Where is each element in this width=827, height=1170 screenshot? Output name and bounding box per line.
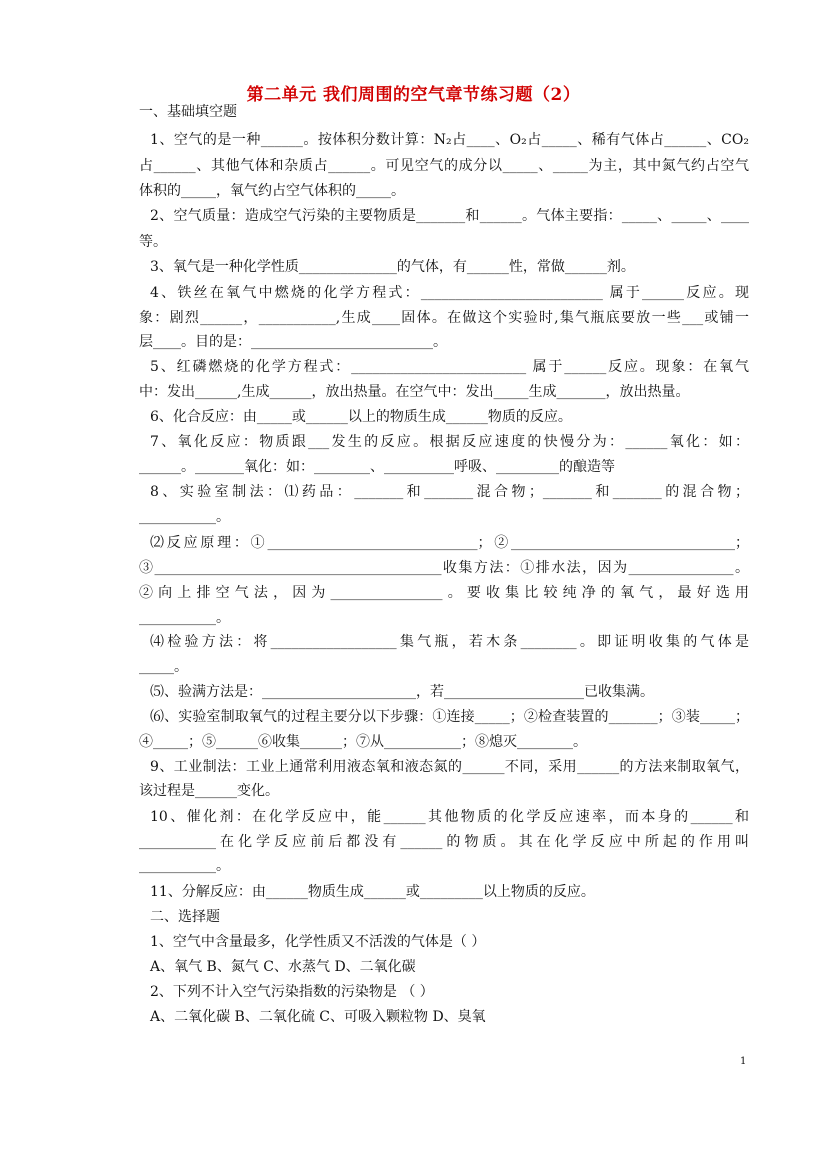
question-10-line-3: ___________。 — [139, 858, 230, 874]
question-3: 3、氧气是一种化学性质______________的气体，有______性，常做______剂。 — [150, 259, 635, 275]
question-11: 11、分解反应：由______物质生成______或_________以上物质的反应。 — [150, 884, 595, 900]
question-10-line-1: 10、催化剂：在化学反应中，能______其他物质的化学反应速率，而本身的______和 — [150, 809, 749, 825]
question-2-line-2: 等。 — [139, 234, 167, 250]
page-title: 第二单元 我们周围的空气章节练习题（2） — [246, 85, 581, 105]
question-9-line-1: 9、工业制法：工业上通常利用液态氧和液态氮的______不同，采用______的方法来制取氧气， — [150, 759, 749, 775]
question-5-line-1: 5、红磷燃烧的化学方程式：_________________________ 属于______反应。现象：在氧气 — [150, 359, 749, 375]
question-1-line-3: 体积的_____，氧气约占空气体积的_____。 — [139, 183, 405, 199]
question-8-steps-line-2: ④_____；⑤______⑥收集______；⑦从___________；⑧熄灭________。 — [139, 734, 587, 750]
question-1-line-2: 占______、其他气体和杂质占______。可见空气的成分以_____、_____为主，其中氮气约占空气 — [139, 158, 749, 174]
question-2-line-1: 2、空气质量：造成空气污染的主要物质是_______和______。气体主要指：_____、_____、____ — [150, 208, 749, 224]
choice-2-question: 2、下列不计入空气污染指数的污染物是 （ ） — [150, 984, 434, 1000]
question-6: 6、化合反应：由_____或______以上的物质生成______物质的反应。 — [150, 409, 572, 425]
question-8-principle-line-4: ___________。 — [139, 610, 230, 626]
question-7-line-1: 7、氧化反应：物质跟___发生的反应。根据反应速度的快慢分为：______氧化：如： — [150, 434, 749, 450]
question-5-line-2: 中：发出______,生成______，放出热量。在空气中：发出_____生成_______，放出热量。 — [139, 384, 690, 400]
question-4-line-1: 4、铁丝在氧气中燃烧的化学方程式：__________________________ 属于______反应。现 — [150, 285, 749, 301]
choice-1-options: A、氧气 B、氮气 C、水蒸气 D、二氧化碳 — [150, 959, 416, 975]
question-8-full-check: ⑸、验满方法是：______________________，若____________________已收集满。 — [150, 684, 654, 700]
question-9-line-2: 该过程是______变化。 — [139, 783, 279, 799]
page-number: 1 — [740, 1056, 747, 1067]
question-8-principle-line-3: ②向上排空气法，因为________________。要收集比较纯净的氧气，最好选用 — [139, 585, 749, 601]
question-8-test-line-2: _____。 — [139, 659, 188, 675]
choice-2-options: A、二氧化碳 B、二氧化硫 C、可吸入颗粒物 D、臭氧 — [150, 1009, 486, 1025]
question-4-line-2: 象：剧烈______，___________,生成____固体。在做这个实验时,集气瓶底要放一些___或铺一 — [139, 310, 749, 326]
question-8-steps-line-1: ⑹、实验室制取氧气的过程主要分以下步骤：①连接_____；②检查装置的_______；③装_____； — [150, 709, 749, 725]
question-10-line-2: ___________在化学反应前后都没有______的物质。其在化学反应中所起的作用叫 — [139, 834, 749, 850]
question-4-line-3: 层____。目的是：__________________________。 — [139, 334, 447, 350]
question-8-line-2: ___________。 — [139, 509, 230, 525]
section-heading-choice: 二、选择题 — [150, 909, 220, 925]
question-8-test-line-1: ⑷检验方法：将__________________集气瓶，若木条________。即证明收集的气体是 — [150, 634, 749, 650]
question-8-line-1: 8、实验室制法：⑴药品：_______和_______混合物；_______和_______的混合物； — [150, 484, 749, 500]
question-8-principle-line-2: ③_________________________________________收集方法：①排水法，因为_______________。 — [139, 560, 749, 576]
question-1-line-1: 1、空气的是一种______。按体积分数计算：N₂占____、O₂占_____、稀有气体占______、CO₂ — [150, 132, 749, 148]
question-7-line-2: ______。_______氧化：如：________、__________呼吸、_________的酿造等 — [139, 459, 615, 475]
section-heading-fill-in: 一、基础填空题 — [139, 104, 237, 120]
question-8-principle-line-1: ⑵反应原理：①______________________________；②________________________________； — [150, 535, 749, 551]
choice-1-question: 1、空气中含量最多，化学性质又不活泼的气体是（ ） — [150, 934, 486, 950]
